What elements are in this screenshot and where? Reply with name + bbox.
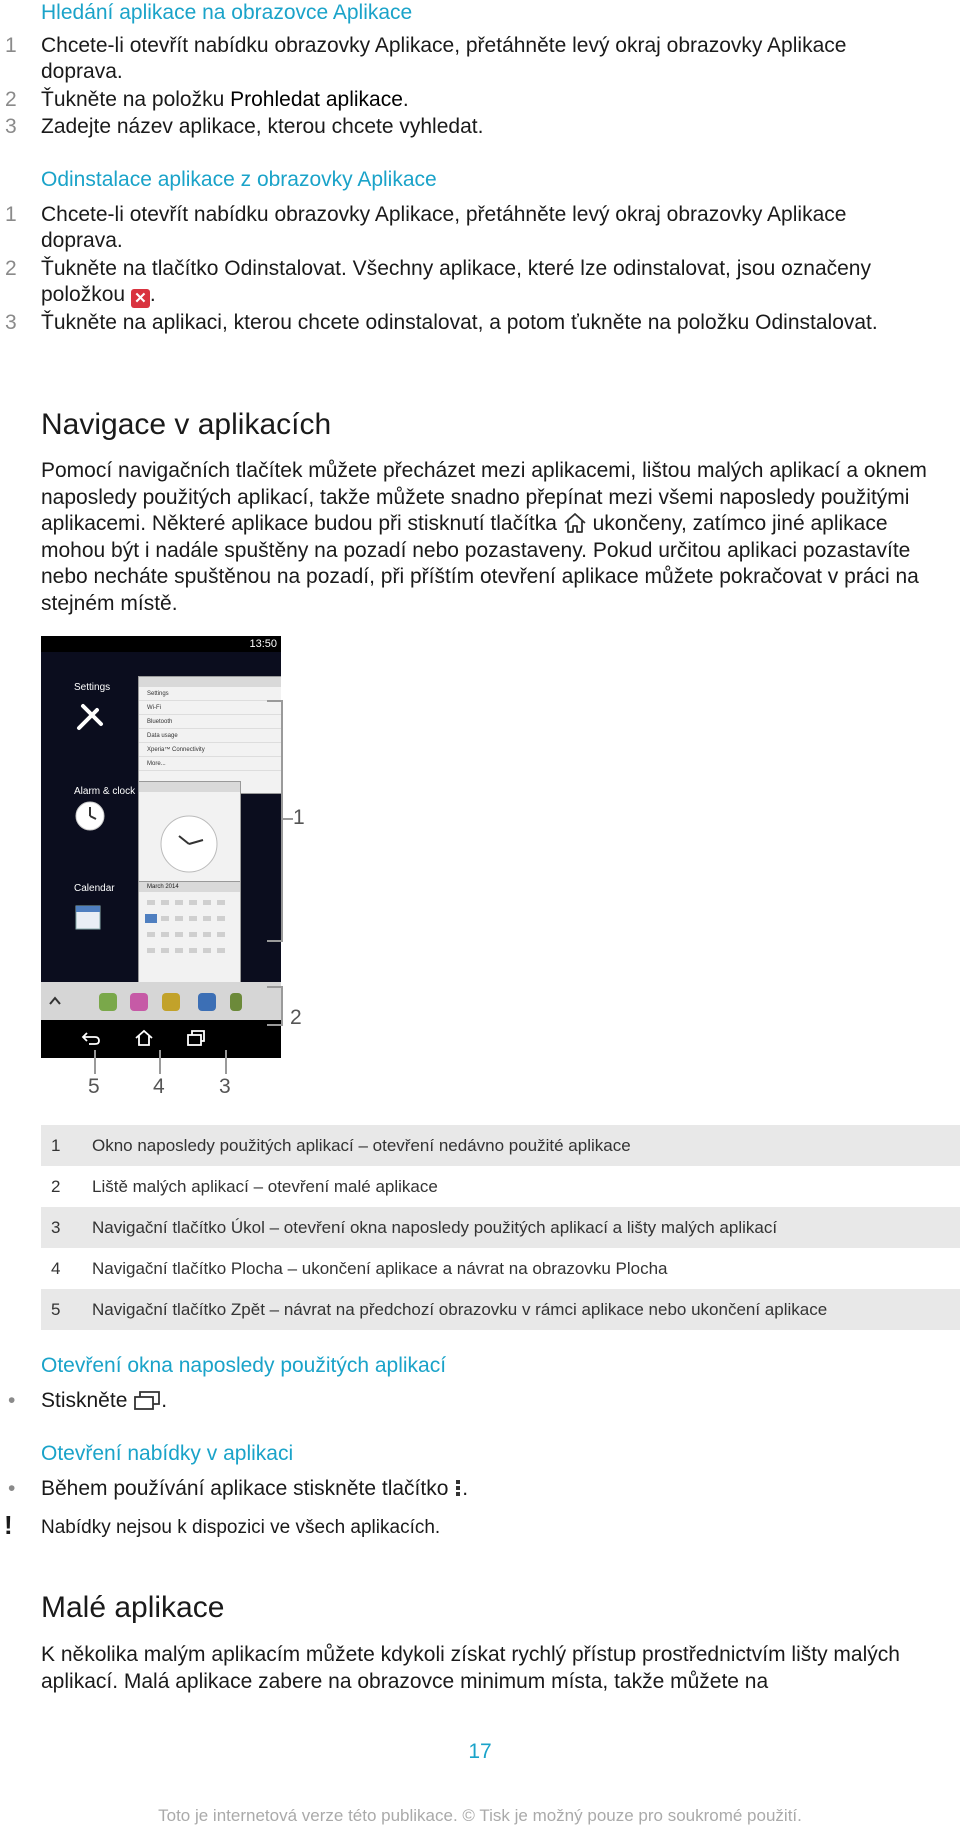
tools-icon xyxy=(75,702,105,732)
calendar-grid xyxy=(139,892,240,982)
table-row: 5 Navigační tlačítko Zpět – návrat na předchozí obrazovku v rámci aplikace nebo ukončení aplikace xyxy=(41,1289,960,1330)
analog-clock-icon xyxy=(139,792,240,887)
callout-5: 5 xyxy=(88,1075,100,1098)
calendar-icon xyxy=(74,903,102,931)
note-text: Nabídky nejsou k dispozici ve všech aplikacích. xyxy=(41,1517,441,1538)
recent-card-clock[interactable] xyxy=(138,781,241,891)
instruction-text: Během používání aplikace stiskněte tlačítko . xyxy=(41,1477,469,1500)
bold-term: Odinstalovat xyxy=(224,257,342,280)
recent-apps-screenshot xyxy=(41,636,281,1058)
warning-mark: ! xyxy=(4,1510,13,1540)
bullet: • xyxy=(8,1477,16,1500)
small-app-icon[interactable] xyxy=(162,993,180,1011)
page-number: 17 xyxy=(468,1740,492,1763)
table-row: 2 Liště malých aplikací – otevření malé aplikace xyxy=(51,1176,438,1196)
heading-uninstall-app: Odinstalace aplikace z obrazovky Aplikace xyxy=(41,168,437,191)
label-settings: Settings xyxy=(74,682,111,693)
chevron-up-icon[interactable] xyxy=(49,996,61,1006)
callout-3: 3 xyxy=(219,1075,231,1098)
callout-bracket-2 xyxy=(267,986,283,1026)
legend-table xyxy=(41,1125,960,1330)
home-icon xyxy=(563,512,587,534)
small-app-icon[interactable] xyxy=(230,993,242,1011)
navigation-bar xyxy=(41,1020,281,1058)
callout-bracket-1 xyxy=(267,700,283,942)
table-row: 3 Navigační tlačítko Úkol – otevření okna naposledy použitých aplikací a lišty malých aplikací xyxy=(41,1207,960,1248)
heading-search-apps: Hledání aplikace na obrazovce Aplikace xyxy=(41,1,413,24)
small-apps-bar[interactable] xyxy=(41,982,281,1020)
heading-open-recent: Otevření okna naposledy použitých aplikací xyxy=(41,1354,447,1377)
task-icon[interactable] xyxy=(186,1029,206,1047)
footer-note: Toto je internetová verze této publikace. © Tisk je možný pouze pro soukromé použití. xyxy=(158,1806,802,1825)
clock-icon xyxy=(74,800,106,832)
back-icon[interactable] xyxy=(81,1030,101,1046)
table-row: 1 Okno naposledy použitých aplikací – otevření nedávno použité aplikace xyxy=(41,1125,960,1166)
callout-4: 4 xyxy=(153,1075,165,1098)
small-app-icon[interactable] xyxy=(198,993,216,1011)
recent-card-settings[interactable]: Settings Wi-Fi Bluetooth Data usage Xperia™ Connectivity More... xyxy=(138,676,281,794)
navigation-paragraph: Pomocí navigačních tlačítek můžete přecházet mezi aplikacemi, lištou malých aplikací a oknem naposledy použitých aplikací, takže můžete snadno přepínat mezi všemi naposledy použitými aplikacemi. Některé aplikace budou při stisknutí tlačítka ukončeny, zatímco jiné aplikace mohou být i nadále spuštěny na pozadí nebo pozastaveny. Pokud určitou aplikaci pozastavíte nebo necháte spuštěnou na pozadí, při příštím otevření aplikace můžete pokračovat v práci na stejném místě. xyxy=(41,459,927,615)
home-icon[interactable] xyxy=(134,1028,154,1048)
table-row: 4 Navigační tlačítko Plocha – ukončení aplikace a návrat na obrazovku Plocha xyxy=(51,1258,668,1278)
small-apps-paragraph: K několika malým aplikacím můžete kdykoli získat rychlý přístup prostřednictvím lišty malých aplikací. Malá aplikace zabere na obrazovce minimum místa, takže můžete na xyxy=(41,1643,900,1693)
task-icon xyxy=(133,1389,161,1411)
document-page: Hledání aplikace na obrazovce Aplikace 1 Chcete-li otevřít nabídku obrazovky Aplikace, přetáhněte levý okraj obrazovky Aplikace doprava. 2 Ťukněte na položku Prohledat aplikace. 3 Zadejte název aplikace, kterou chcete vyhledat. Odinstalace aplikace z obrazovky Aplikace 1 Chcete-li otevřít nabídku obrazovky Aplikace, přetáhněte levý okraj obrazovky Aplikace doprava. 2 Ťukněte na tlačítko Odinstalovat. Všechny aplikace, které lze odinstalovat, jsou označeny položkou ✕ . 3 Ťukněte na aplikaci, kterou chcete odinstalovat, a potom ťukněte na položku Odinstalovat. Navigace v aplikacích Pomocí navigačních tlačítek můžete přecházet mezi aplikacemi, lištou malých aplikací a oknem naposledy použitých aplikací, takže můžete snadno přepínat mezi všemi naposledy použitými aplikacemi. Některé aplikace budou při stisknutí tlačítka ukončeny, zatímco jiné aplikace mohou být i nadále spuštěny na pozadí nebo pozastaveny. Pokud určitou aplikaci pozastavíte nebo necháte spuštěnou na pozadí, při příštím otevření aplikace můžete pokračovat v práci na stejném místě. 13:50 Settings Alarm & clock Calendar Settings Wi-Fi Bluetooth Data usage Xperia™ Connectivity More... March 2014 1 2 5 4 3 1 Okno naposledy použitých aplikací – otevření nedávno použité aplikace 2 Liště malých aplikací – otevření malé aplikace 3 Navigační tlačítko Úkol – otevření okna naposledy použitých aplikací a lišty malých aplikací 4 Navigační tlačítko Plocha – ukončení aplikace a návrat na obrazovku Plocha 5 Navigační tlačítko Zpět – návrat na předchozí obrazovku v rámci aplikace nebo ukončení aplikace Otevření okna naposledy použitých aplikací • Stiskněte . Otevření nabídky v aplikaci • Během používání aplikace stiskněte tlačítko . ! Nabídky nejsou k dispozici ve všech aplikacích. Malé aplikace K několika malým aplikacím můžete kdykoli získat rychlý přístup prostřednictvím lišty malých aplikací. Malá aplikace zabere na obrazovce minimum místa, takže můžete na 17 Toto je internetová verze této publikace. © Tisk je možný pouze pro soukromé použití. xyxy=(0,0,960,1829)
status-bar: 13:50 xyxy=(41,636,281,652)
small-app-icon[interactable] xyxy=(130,993,148,1011)
recent-card-calendar[interactable]: March 2014 xyxy=(138,881,241,983)
callout-1: 1 xyxy=(293,806,305,829)
instruction-text: Stiskněte . xyxy=(41,1389,168,1412)
bold-term: Prohledat aplikace xyxy=(230,88,403,111)
heading-open-menu: Otevření nabídky v aplikaci xyxy=(41,1442,294,1465)
bullet: • xyxy=(8,1389,16,1412)
label-calendar: Calendar xyxy=(74,883,115,894)
heading-navigation: Navigace v aplikacích xyxy=(41,408,332,441)
heading-small-apps: Malé aplikace xyxy=(41,1591,225,1624)
small-app-icon[interactable] xyxy=(99,993,117,1011)
bold-term: Odinstalovat xyxy=(755,311,872,334)
uninstall-x-icon: ✕ xyxy=(131,289,150,308)
label-alarm-clock: Alarm & clock xyxy=(74,786,136,797)
callout-2: 2 xyxy=(290,1006,302,1029)
